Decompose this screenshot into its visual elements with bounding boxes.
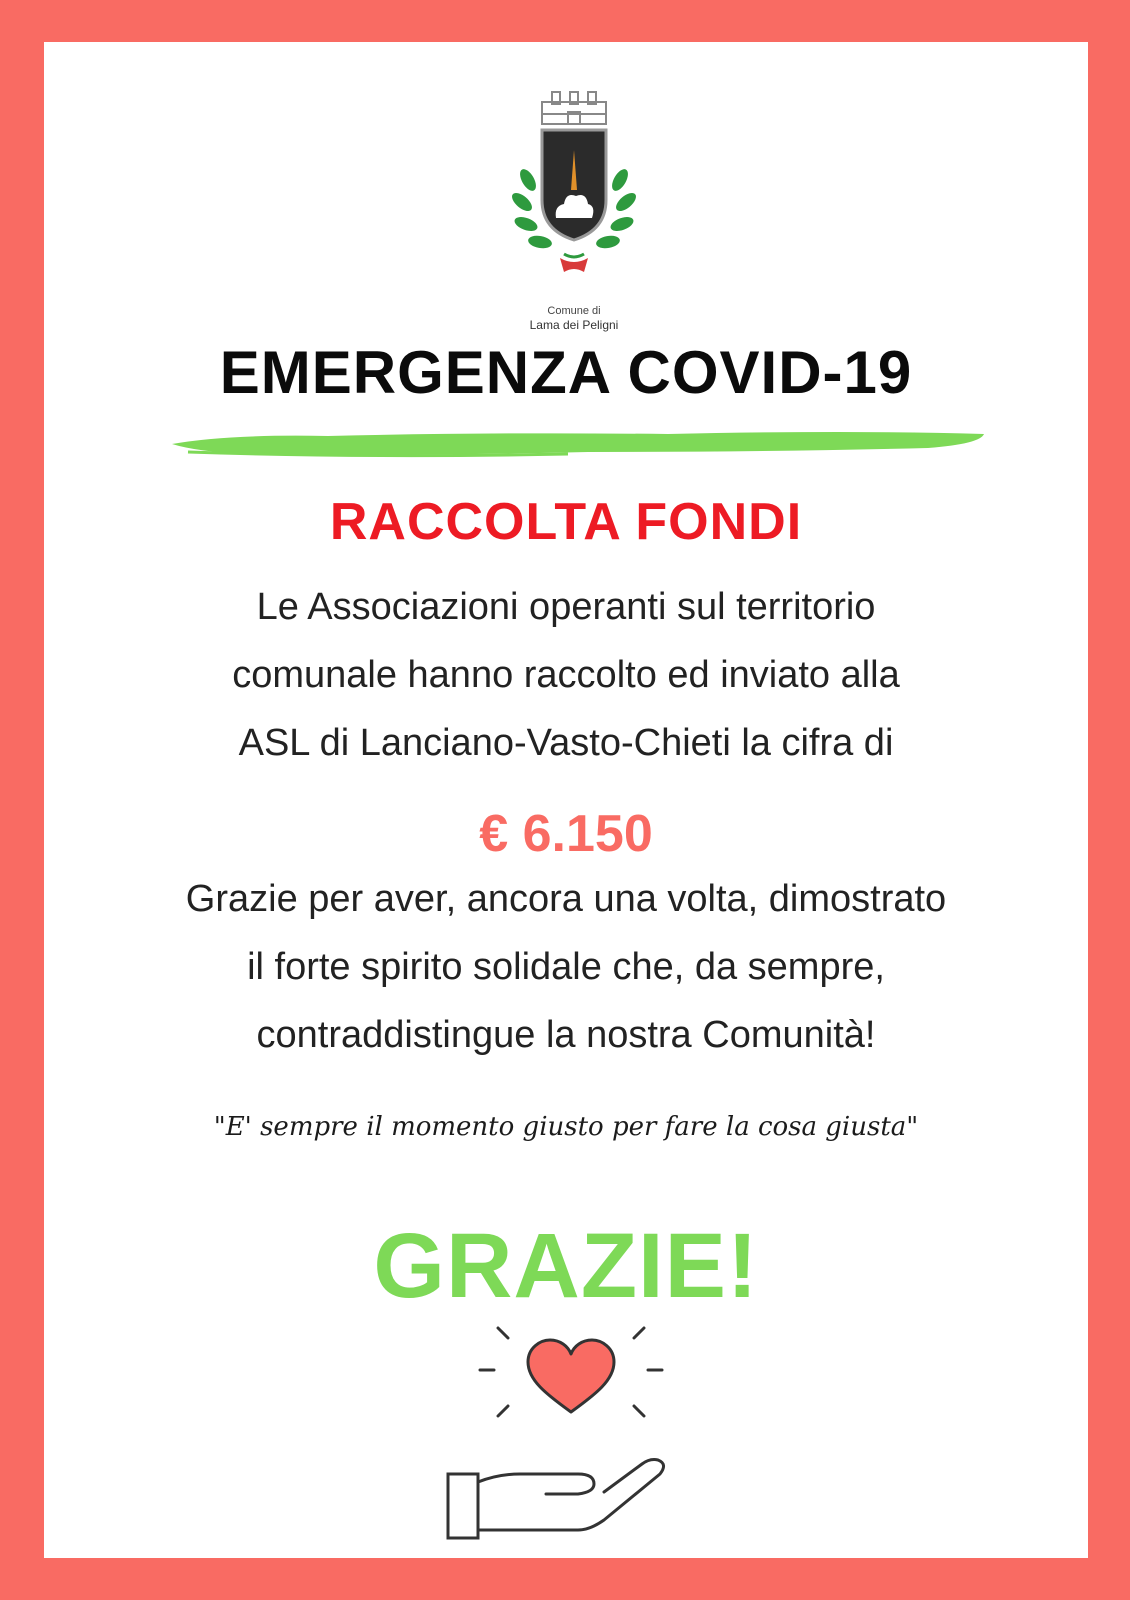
- brush-stroke-divider: [168, 422, 988, 462]
- body-line: Le Associazioni operanti sul territorio: [256, 586, 876, 628]
- thanks-line: contraddistingue la nostra Comunità!: [256, 1014, 876, 1056]
- crest-caption-line1: Comune di: [547, 305, 601, 317]
- heart-hand-icon: [428, 1324, 728, 1554]
- subtitle: RACCOLTA FONDI: [329, 493, 803, 551]
- body-line: comunale hanno raccolto ed inviato alla: [232, 654, 900, 696]
- closing-thanks: GRAZIE!: [373, 1215, 759, 1317]
- quote: "E' sempre il momento giusto per fare la cosa giusta": [213, 1112, 919, 1142]
- thanks-line: il forte spirito solidale che, da sempre,: [247, 946, 885, 988]
- municipal-crest: [494, 90, 654, 332]
- page-title: EMERGENZA COVID-19: [219, 339, 913, 406]
- poster-card: [44, 42, 1088, 1558]
- crest-emblem-icon: [494, 90, 654, 305]
- crest-caption-line2: Lama dei Peligni: [529, 318, 619, 332]
- donation-amount: € 6.150: [479, 805, 653, 863]
- body-line: ASL di Lanciano-Vasto-Chieti la cifra di: [238, 722, 894, 764]
- thanks-line: Grazie per aver, ancora una volta, dimostrato: [185, 878, 947, 920]
